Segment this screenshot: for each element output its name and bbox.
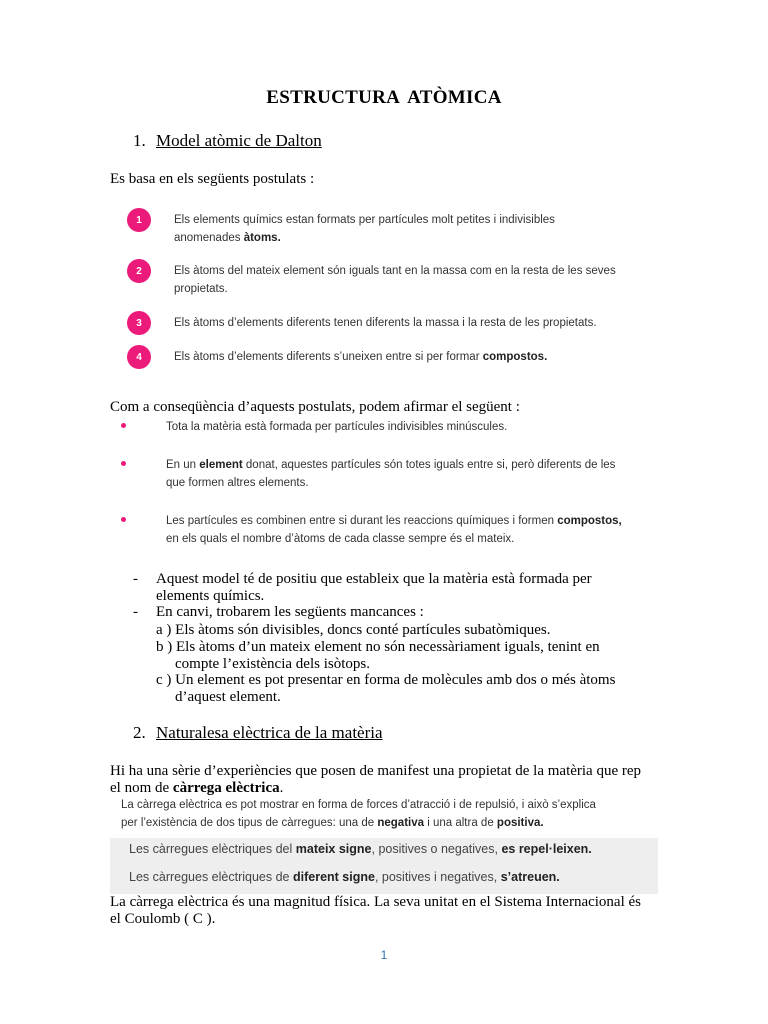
section-1-title: Model atòmic de Dalton	[156, 131, 322, 150]
postulate-2-line1: Els àtoms del mateix element són iguals tant en la massa com en la resta de les seves	[174, 265, 616, 277]
postulate-4-badge: 4	[127, 345, 151, 369]
section-2-number: 2.	[133, 723, 146, 742]
consequence-intro: Com a conseqüència d’aquests postulats, podem afirmar el següent :	[110, 399, 520, 415]
shortcoming-c-line1: c ) Un element es pot presentar en forma de molècules amb dos o més àtoms	[156, 672, 616, 688]
shortcoming-c-line2: d’aquest element.	[175, 689, 281, 705]
section-2-p2-line2: el Coulomb ( C ).	[110, 911, 216, 927]
section-2-heading	[133, 723, 453, 743]
consequence-2-line2: que formen altres elements.	[166, 477, 309, 489]
consequence-1: Tota la matèria està formada per partícules indivisibles minúscules.	[166, 421, 508, 433]
charge-note	[121, 796, 596, 832]
section-1-number: 1.	[133, 131, 146, 150]
section-2-p1-line1: Hi ha una sèrie d’experiències que posen de manifest una propietat de la matèria que rep	[110, 763, 642, 779]
evaluation-positive-line2: elements químics.	[156, 588, 265, 604]
section-1-intro: Es basa en els següents postulats :	[110, 171, 315, 187]
consequence-2-line1: En un element donat, aquestes partícules són totes iguals entre si, però diferents de les	[166, 459, 616, 471]
consequence-2	[166, 456, 615, 492]
evaluation-shortcomings: En canvi, trobarem les següents mancances :	[156, 604, 424, 620]
consequence-3-line2: en els quals el nombre d’àtoms de cada classe sempre és el mateix.	[166, 533, 515, 545]
section-2-p1-line2: el nom de càrrega elèctrica.	[110, 780, 284, 796]
bullet-icon	[121, 461, 126, 466]
evaluation-positive-line1: Aquest model té de positiu que estableix que la matèria està formada per	[156, 571, 592, 587]
charge-note-line1: La càrrega elèctrica es pot mostrar en forma de forces d’atracció i de repulsió, i això s’explica	[121, 799, 596, 811]
postulate-1-line2: anomenades àtoms.	[174, 232, 281, 244]
postulate-1-badge: 1	[127, 208, 151, 232]
section-2-paragraph-1	[110, 763, 641, 797]
section-2-paragraph-2	[110, 894, 641, 928]
dash-icon: -	[133, 571, 138, 587]
charge-rule-same-sign: Les càrregues elèctriques del mateix signe, positives o negatives, es repel·leixen.	[129, 842, 592, 856]
postulate-4-text: Els àtoms d’elements diferents s’uneixen entre si per formar compostos.	[174, 351, 548, 363]
shortcoming-b-line2: compte l’existència dels isòtops.	[175, 656, 370, 672]
charge-note-line2: per l’existència de dos tipus de càrregues: una de negativa i una altra de positiva.	[121, 817, 544, 829]
bullet-icon	[121, 517, 126, 522]
section-2-p2-line1: La càrrega elèctrica és una magnitud física. La seva unitat en el Sistema Internacional és	[110, 894, 642, 910]
postulate-3-text: Els àtoms d’elements diferents tenen diferents la massa i la resta de les propietats.	[174, 317, 597, 329]
page-number: 1	[380, 948, 388, 962]
postulate-3-badge: 3	[127, 311, 151, 335]
charge-rule-different-sign: Les càrregues elèctriques de diferent signe, positives i negatives, s’atreuen.	[129, 870, 560, 884]
section-1-heading	[133, 131, 433, 151]
postulate-1-line1: Els elements químics estan formats per partícules molt petites i indivisibles	[174, 214, 555, 226]
document-title: ESTRUCTURA ATÒMICA	[266, 87, 502, 108]
postulate-2-badge: 2	[127, 259, 151, 283]
shortcoming-b-line1: b ) Els àtoms d’un mateix element no són necessàriament iguals, tenint en	[156, 639, 600, 655]
postulate-1-text	[174, 211, 555, 247]
dash-icon: -	[133, 604, 138, 620]
section-2-title: Naturalesa elèctrica de la matèria	[156, 723, 383, 742]
postulate-2-text	[174, 262, 616, 298]
consequence-3-line1: Les partícules es combinen entre si durant les reaccions químiques i formen compostos,	[166, 515, 622, 527]
consequence-3	[166, 512, 622, 548]
shortcoming-a: a ) Els àtoms són divisibles, doncs conté partícules subatòmiques.	[156, 622, 551, 638]
bullet-icon	[121, 423, 126, 428]
postulate-2-line2: propietats.	[174, 283, 228, 295]
